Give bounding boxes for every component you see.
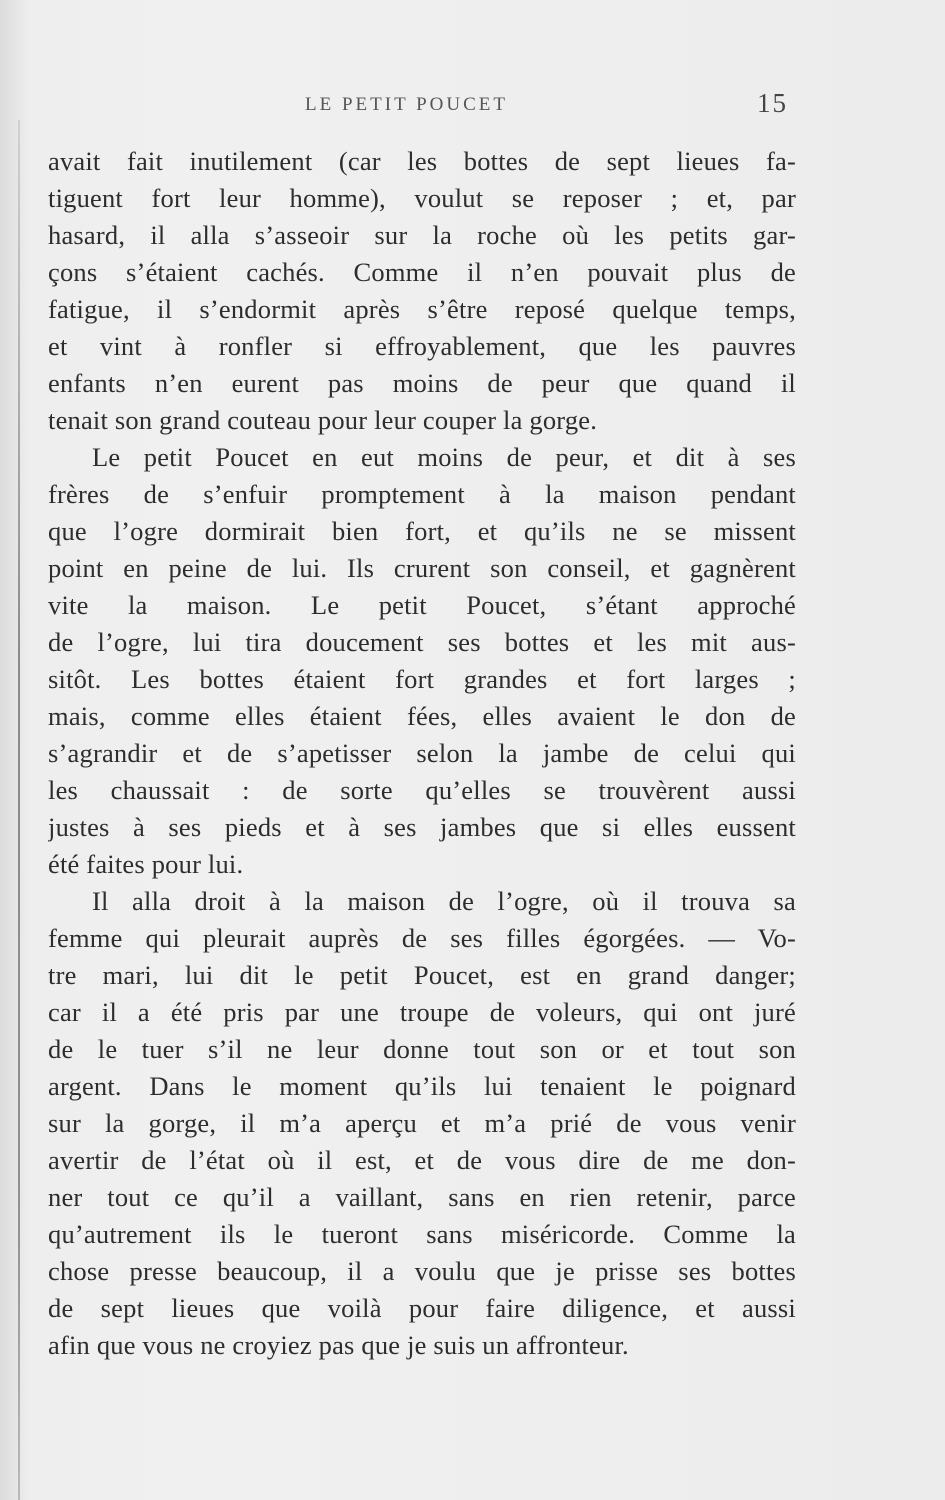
text-line: justes à ses pieds et à ses jambes que si elles eussent — [48, 812, 796, 842]
text-line: tenait son grand couteau pour leur couper la gorge. — [48, 405, 598, 435]
text-line: Il alla droit à la maison de l’ogre, où il trouva sa — [92, 886, 796, 916]
text-line: sitôt. Les bottes étaient fort grandes et fort larges ; — [48, 664, 796, 694]
text-line: tre mari, lui dit le petit Poucet, est en grand danger; — [48, 960, 796, 990]
text-line: de le tuer s’il ne leur donne tout son or et tout son — [48, 1034, 796, 1064]
text-line: femme qui pleurait auprès de ses filles égorgées. — Vo- — [48, 923, 796, 953]
text-line: point en peine de lui. Ils crurent son conseil, et gagnèrent — [48, 553, 796, 583]
text-line: avait fait inutilement (car les bottes de sept lieues fa- — [48, 146, 796, 176]
text-line: hasard, il alla s’asseoir sur la roche où les petits gar- — [48, 220, 796, 250]
text-line: s’agrandir et de s’apetisser selon la jambe de celui qui — [48, 738, 796, 768]
text-line: çons s’étaient cachés. Comme il n’en pouvait plus de — [48, 257, 796, 287]
text-line: chose presse beaucoup, il a voulu que je prisse ses bottes — [48, 1256, 796, 1286]
running-title: LE PETIT POUCET — [305, 94, 508, 115]
text-line: frères de s’enfuir promptement à la maison pendant — [48, 479, 796, 509]
text-line: sur la gorge, il m’a aperçu et m’a prié de vous venir — [48, 1108, 796, 1138]
running-header — [0, 88, 945, 124]
text-line: argent. Dans le moment qu’ils lui tenaient le poignard — [48, 1071, 796, 1101]
text-line: afin que vous ne croyiez pas que je suis un affronteur. — [48, 1330, 629, 1360]
page-number: 15 — [757, 88, 788, 118]
text-line: Le petit Poucet en eut moins de peur, et dit à ses — [92, 442, 796, 472]
text-line: car il a été pris par une troupe de voleurs, qui ont juré — [48, 997, 796, 1027]
text-line: et vint à ronfler si effroyablement, que les pauvres — [48, 331, 796, 361]
body-text — [48, 143, 796, 1364]
text-line: tiguent fort leur homme), voulut se reposer ; et, par — [48, 183, 796, 213]
text-line: de sept lieues que voilà pour faire diligence, et aussi — [48, 1293, 796, 1323]
text-line: fatigue, il s’endormit après s’être reposé quelque temps, — [48, 294, 796, 324]
page-binding-edge — [18, 120, 20, 1500]
text-line: vite la maison. Le petit Poucet, s’étant approché — [48, 590, 796, 620]
text-line: qu’autrement ils le tueront sans miséricorde. Comme la — [48, 1219, 796, 1249]
text-line: les chaussait : de sorte qu’elles se trouvèrent aussi — [48, 775, 796, 805]
text-line: enfants n’en eurent pas moins de peur que quand il — [48, 368, 796, 398]
text-line: été faites pour lui. — [48, 849, 244, 879]
text-line: mais, comme elles étaient fées, elles avaient le don de — [48, 701, 796, 731]
text-line: de l’ogre, lui tira doucement ses bottes et les mit aus- — [48, 627, 796, 657]
text-line: avertir de l’état où il est, et de vous dire de me don- — [48, 1145, 796, 1175]
text-line: ner tout ce qu’il a vaillant, sans en rien retenir, parce — [48, 1182, 796, 1212]
text-line: que l’ogre dormirait bien fort, et qu’ils ne se missent — [48, 516, 796, 546]
